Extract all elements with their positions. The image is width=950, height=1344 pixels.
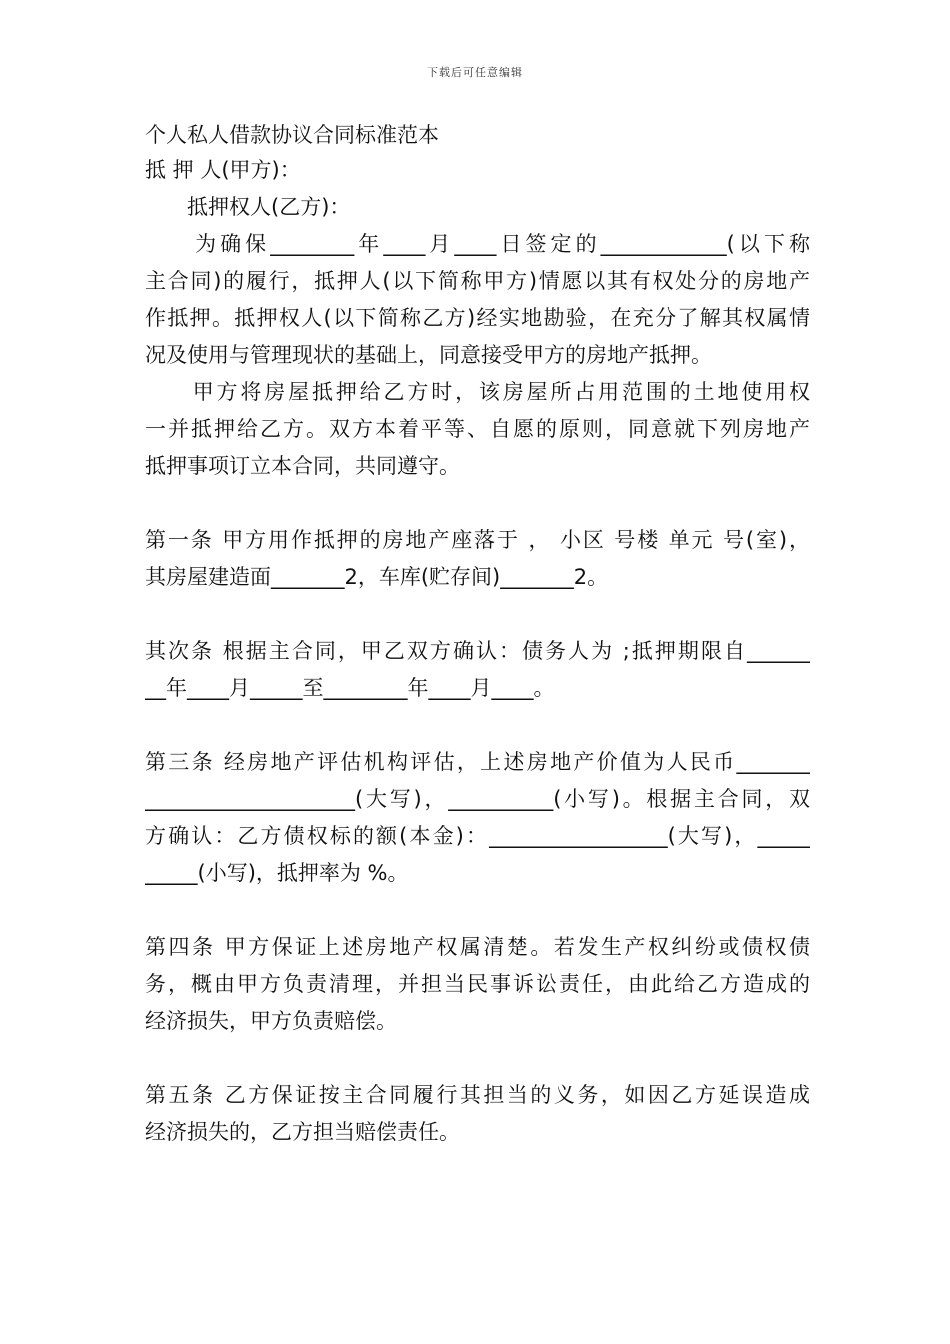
paragraph-line: 务，概由甲方负责清理，并担当民事诉讼责任，由此给乙方造成的	[145, 972, 810, 996]
paragraph-line: 第三条 经房地产评估机构评估，上述房地产价值为人民币_______	[145, 750, 810, 774]
land-use-paragraph	[145, 374, 810, 485]
article-1	[145, 522, 810, 596]
paragraph-line: ____________________(大写)，__________(小写)。根据主合同，双	[145, 787, 810, 811]
article-5	[145, 1077, 810, 1151]
paragraph-line: 第一条 甲方用作抵押的房地产座落于 ， 小区 号楼 单元 号(室)，	[145, 528, 810, 552]
article-2	[145, 633, 810, 707]
mortgagor-label: 抵 押 人(甲方)：	[145, 158, 301, 182]
article-4	[145, 929, 810, 1040]
contract-body	[145, 118, 810, 1151]
document-title: 个人私人借款协议合同标准范本	[145, 123, 439, 147]
paragraph-line: 甲方将房屋抵押给乙方时，该房屋所占用范围的土地使用权	[145, 380, 810, 404]
paragraph-line: 为确保________年____月____日签定的____________(以下称	[145, 232, 810, 256]
paragraph-line: 经济损失，甲方负责赔偿。	[145, 1009, 397, 1033]
article-3	[145, 744, 810, 892]
spacer	[145, 892, 810, 929]
paragraph-line: 其次条 根据主合同，甲乙双方确认：债务人为 ;抵押期限自______	[145, 639, 810, 663]
paragraph-line: _____(小写)，抵押率为 %。	[145, 861, 409, 885]
paragraph-line: 抵押事项订立本合同，共同遵守。	[145, 454, 460, 478]
paragraph-line: 作抵押。抵押权人(以下简称乙方)经实地勘验，在充分了解其权属情	[145, 306, 810, 330]
paragraph-line: 经济损失的，乙方担当赔偿责任。	[145, 1120, 460, 1144]
paragraph-line: 主合同)的履行，抵押人(以下简称甲方)情愿以其有权处分的房地产	[145, 269, 810, 293]
paragraph-line: 第四条 甲方保证上述房地产权属清楚。若发生产权纠纷或债权债	[145, 935, 810, 959]
intro-paragraph	[145, 226, 810, 374]
paragraph-line: 一并抵押给乙方。双方本着平等、自愿的原则，同意就下列房地产	[145, 417, 810, 441]
paragraph-line: __年____月_____至________年____月____。	[145, 676, 555, 700]
mortgagee-label: 抵押权人(乙方)：	[145, 195, 351, 219]
spacer	[145, 1040, 810, 1077]
spacer	[145, 485, 810, 522]
paragraph-line: 况及使用与管理现状的基础上，同意接受甲方的房地产抵押。	[145, 343, 712, 367]
spacer	[145, 707, 810, 744]
page-header: 下载后可任意编辑	[427, 66, 523, 79]
paragraph-line: 第五条 乙方保证按主合同履行其担当的义务，如因乙方延误造成	[145, 1083, 810, 1107]
paragraph-line: 其房屋建造面_______2，车库(贮存间)_______2。	[145, 565, 609, 589]
spacer	[145, 596, 810, 633]
paragraph-line: 方确认：乙方债权标的额(本金)：_________________(大写)，_____	[145, 824, 810, 848]
